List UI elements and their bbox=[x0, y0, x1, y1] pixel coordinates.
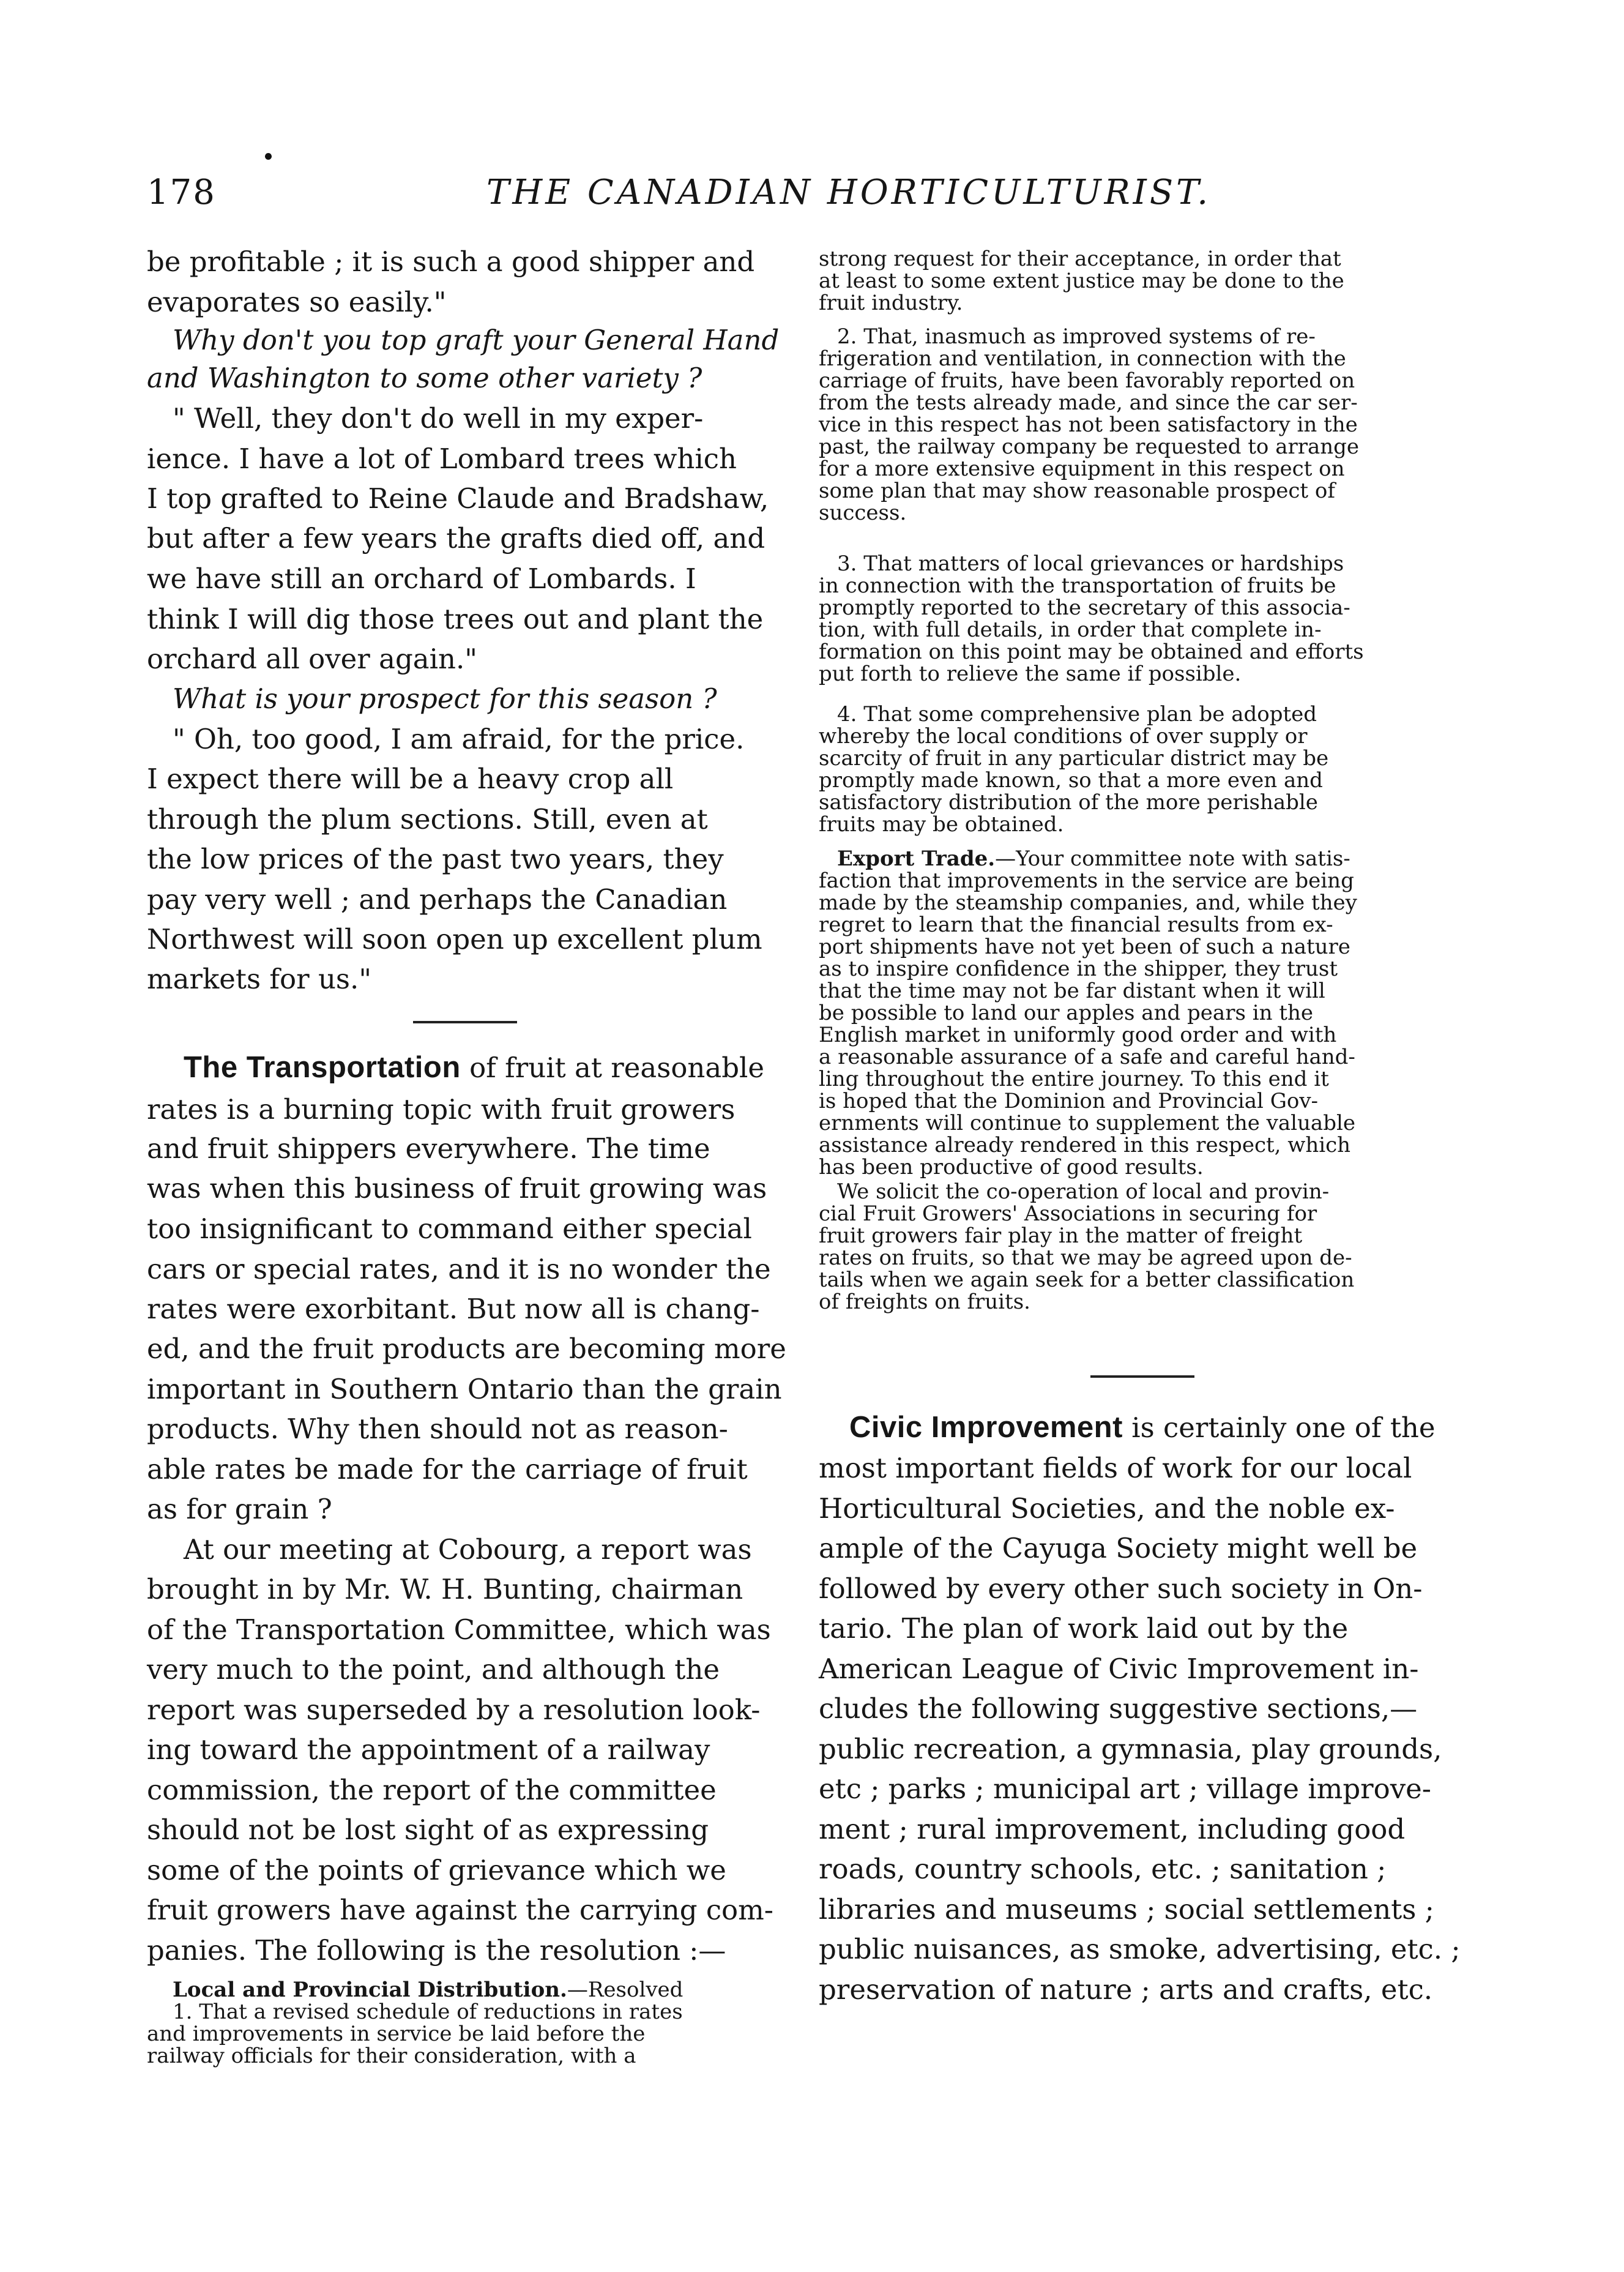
small-text-line: assistance already rendered in this respect, which bbox=[819, 1133, 1351, 1157]
small-text-line: regret to learn that the financial results from ex- bbox=[819, 913, 1333, 937]
page-header bbox=[147, 173, 1493, 228]
text-line: most important fields of work for our local bbox=[819, 1452, 1412, 1484]
page-number: 178 bbox=[147, 173, 216, 212]
resolution-lead-line: Local and Provincial Distribution.—Resolved bbox=[173, 1978, 683, 2002]
small-text-line: ernments will continue to supplement the valuable bbox=[819, 1111, 1355, 1135]
small-text-line: cial Fruit Growers' Associations in securing for bbox=[819, 1201, 1317, 1226]
small-text-line: faction that improvements in the service are being bbox=[819, 869, 1354, 893]
small-text-line: port shipments have not yet been of such a nature bbox=[819, 935, 1350, 959]
small-text-line: scarcity of fruit in any particular district may be bbox=[819, 746, 1329, 771]
print-mark bbox=[265, 153, 272, 160]
small-text-line: formation on this point may be obtained and efforts bbox=[819, 640, 1364, 664]
text-line: very much to the point, and although the bbox=[147, 1653, 720, 1686]
small-text-line: We solicit the co-operation of local and provin- bbox=[837, 1179, 1330, 1204]
small-text-line: promptly made known, so that a more even and bbox=[819, 768, 1323, 793]
text-line: pay very well ; and perhaps the Canadian bbox=[147, 883, 728, 916]
text-line: etc ; parks ; municipal art ; village improve- bbox=[819, 1773, 1432, 1805]
text-line: panies. The following is the resolution :— bbox=[147, 1934, 726, 1967]
text-line: rates were exorbitant. But now all is chang- bbox=[147, 1293, 760, 1325]
small-text-line: English market in uniformly good order and with bbox=[819, 1023, 1337, 1047]
section-heading-transportation: The Transportation bbox=[184, 1051, 461, 1084]
question-line: and Washington to some other variety ? bbox=[147, 362, 702, 394]
small-text-line: fruits may be obtained. bbox=[819, 812, 1064, 837]
small-text-line: fruit industry. bbox=[819, 291, 963, 315]
section-lead-line: Civic Improvement is certainly one of the bbox=[849, 1411, 1436, 1444]
text-line: Northwest will soon open up excellent plum bbox=[147, 923, 762, 955]
export-lead-line: Export Trade.—Your committee note with satis- bbox=[837, 846, 1350, 871]
small-text-line: frigeration and ventilation, in connection with the bbox=[819, 346, 1346, 371]
text-line: rates is a burning topic with fruit growers bbox=[147, 1093, 736, 1126]
text-line: American League of Civic Improvement in- bbox=[819, 1653, 1419, 1685]
text-line: I top grafted to Reine Claude and Bradshaw, bbox=[147, 482, 769, 515]
text-line: able rates be made for the carriage of fruit bbox=[147, 1453, 748, 1485]
text-line: cars or special rates, and it is no wonder the bbox=[147, 1253, 771, 1285]
small-text-line: strong request for their acceptance, in order that bbox=[819, 247, 1341, 271]
text-line: should not be lost sight of as expressing bbox=[147, 1814, 709, 1846]
text-line: At our meeting at Cobourg, a report was bbox=[184, 1533, 752, 1566]
text-line: " Well, they don't do well in my exper- bbox=[173, 402, 704, 435]
small-text-line: has been productive of good results. bbox=[819, 1155, 1204, 1179]
small-text-line: vice in this respect has not been satisfactory in the bbox=[819, 413, 1358, 437]
small-text-line: carriage of fruits, have been favorably reported on bbox=[819, 368, 1355, 393]
text-line: orchard all over again." bbox=[147, 643, 477, 675]
small-text-line: 1. That a revised schedule of reductions in rates bbox=[173, 2000, 683, 2024]
question-line: What is your prospect for this season ? bbox=[173, 682, 717, 715]
subheading-export-trade: Export Trade. bbox=[837, 846, 996, 871]
small-text-line: and improvements in service be laid before the bbox=[147, 2022, 646, 2046]
small-text-line: fruit growers fair play in the matter of freight bbox=[819, 1224, 1303, 1248]
section-divider bbox=[1090, 1375, 1194, 1378]
text-line: think I will dig those trees out and plant the bbox=[147, 603, 764, 635]
section-lead-line: The Transportation of fruit at reasonable bbox=[184, 1051, 765, 1084]
text-line: followed by every other such society in On- bbox=[819, 1572, 1423, 1605]
small-text-line: a reasonable assurance of a safe and careful hand- bbox=[819, 1045, 1355, 1069]
small-text-line: whereby the local conditions of over supply or bbox=[819, 724, 1308, 749]
small-text-line: rates on fruits, so that we may be agreed upon de- bbox=[819, 1246, 1352, 1270]
text-line: Horticultural Societies, and the noble ex- bbox=[819, 1492, 1395, 1525]
small-text-line: 2. That, inasmuch as improved systems of re- bbox=[837, 324, 1316, 349]
subheading-local-provincial: Local and Provincial Distribution. bbox=[173, 1978, 567, 2002]
text-line: too insignificant to command either special bbox=[147, 1213, 752, 1245]
small-text-line: some plan that may show reasonable prospect of bbox=[819, 479, 1335, 503]
text-line: markets for us." bbox=[147, 963, 372, 995]
small-text-line: success. bbox=[819, 501, 907, 525]
text-line: I expect there will be a heavy crop all bbox=[147, 763, 674, 795]
text-line: report was superseded by a resolution look- bbox=[147, 1694, 761, 1726]
text-line: and fruit shippers everywhere. The time bbox=[147, 1132, 710, 1165]
text-line: of the Transportation Committee, which was bbox=[147, 1613, 771, 1646]
text-line: ed, and the fruit products are becoming more bbox=[147, 1332, 786, 1365]
small-text-line: at least to some extent justice may be done to the bbox=[819, 269, 1344, 293]
text-line: ment ; rural improvement, including good bbox=[819, 1813, 1406, 1845]
text-line: fruit growers have against the carrying com- bbox=[147, 1894, 774, 1926]
text-line: roads, country schools, etc. ; sanitation ; bbox=[819, 1853, 1387, 1885]
text-line: but after a few years the grafts died off, and bbox=[147, 522, 765, 555]
section-heading-civic-improvement: Civic Improvement bbox=[849, 1411, 1123, 1444]
small-text-line: past, the railway company be requested to arrange bbox=[819, 435, 1360, 459]
text-line: be profitable ; it is such a good shipper and bbox=[147, 245, 755, 278]
small-text-line: tion, with full details, in order that complete in- bbox=[819, 618, 1322, 642]
small-text-line: satisfactory distribution of the more perishable bbox=[819, 790, 1318, 815]
text-line: some of the points of grievance which we bbox=[147, 1854, 726, 1886]
text-line: commission, the report of the committee bbox=[147, 1774, 717, 1806]
text-line: cludes the following suggestive sections,— bbox=[819, 1692, 1418, 1725]
small-text-line: 4. That some comprehensive plan be adopted bbox=[837, 702, 1317, 727]
text-line: through the plum sections. Still, even at bbox=[147, 803, 708, 835]
running-title: THE CANADIAN HORTICULTURIST. bbox=[486, 173, 1212, 212]
text-line: products. Why then should not as reason- bbox=[147, 1413, 728, 1445]
small-text-line: tails when we again seek for a better classification bbox=[819, 1268, 1355, 1292]
small-text-line: put forth to relieve the same if possible. bbox=[819, 662, 1242, 686]
text-line: ing toward the appointment of a railway bbox=[147, 1733, 710, 1766]
text-line: preservation of nature ; arts and crafts, etc. bbox=[819, 1973, 1433, 2006]
small-text-line: in connection with the transportation of fruits be bbox=[819, 574, 1336, 598]
small-text-line: that the time may not be far distant when it will bbox=[819, 979, 1325, 1003]
small-text-line: promptly reported to the secretary of this associa- bbox=[819, 596, 1350, 620]
text-line: was when this business of fruit growing was bbox=[147, 1172, 767, 1205]
text-line: important in Southern Ontario than the grain bbox=[147, 1373, 782, 1405]
text-line: ience. I have a lot of Lombard trees which bbox=[147, 443, 737, 475]
text-line: as for grain ? bbox=[147, 1493, 332, 1525]
small-text-line: is hoped that the Dominion and Provincial Gov- bbox=[819, 1089, 1319, 1113]
small-text-line: made by the steamship companies, and, while they bbox=[819, 891, 1357, 915]
question-line: Why don't you top graft your General Hand bbox=[173, 324, 780, 356]
section-divider bbox=[413, 1021, 517, 1023]
small-text-line: railway officials for their consideration, with a bbox=[147, 2044, 636, 2068]
text-line: tario. The plan of work laid out by the bbox=[819, 1612, 1349, 1645]
text-line: public nuisances, as smoke, advertising, etc. ; bbox=[819, 1933, 1461, 1965]
text-line: brought in by Mr. W. H. Bunting, chairman bbox=[147, 1573, 743, 1605]
text-line: we have still an orchard of Lombards. I bbox=[147, 562, 696, 595]
text-line: the low prices of the past two years, they bbox=[147, 843, 724, 875]
text-line: libraries and museums ; social settlements ; bbox=[819, 1893, 1434, 1926]
small-text-line: for a more extensive equipment in this respect on bbox=[819, 457, 1345, 481]
text-line: ample of the Cayuga Society might well be bbox=[819, 1532, 1418, 1564]
small-text-line: 3. That matters of local grievances or hardships bbox=[837, 551, 1344, 576]
small-text-line: from the tests already made, and since the car ser- bbox=[819, 390, 1358, 415]
small-text-line: be possible to land our apples and pears in the bbox=[819, 1001, 1313, 1025]
small-text-line: ling throughout the entire journey. To this end it bbox=[819, 1067, 1329, 1091]
small-text-line: of freights on fruits. bbox=[819, 1290, 1030, 1314]
small-text-line: as to inspire confidence in the shipper, they trust bbox=[819, 957, 1338, 981]
text-line: evaporates so easily." bbox=[147, 286, 447, 318]
text-line: " Oh, too good, I am afraid, for the price. bbox=[173, 723, 745, 755]
text-line: public recreation, a gymnasia, play grounds, bbox=[819, 1733, 1442, 1765]
